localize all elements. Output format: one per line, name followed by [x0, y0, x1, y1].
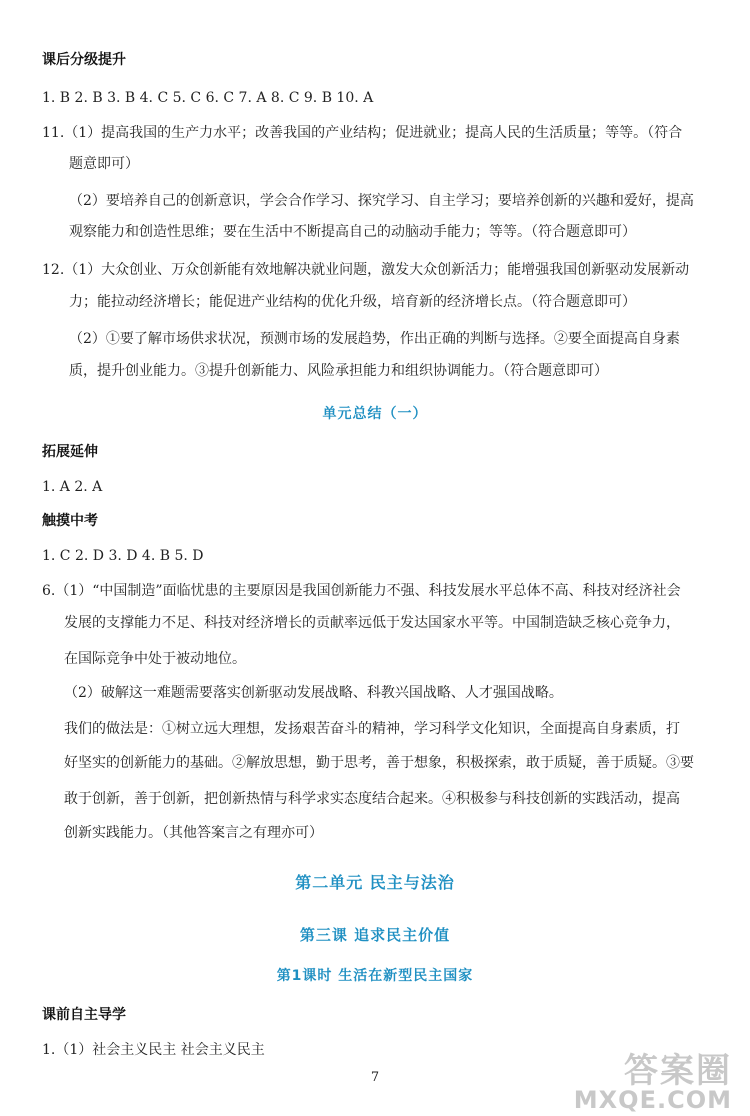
- answer-line-2: 11.（1）提高我国的生产力水平；改善我国的产业结构；促进就业；提高人民的生活质量；等等。（符合: [42, 125, 683, 141]
- answer-line-14: 在国际竞争中处于被动地位。: [64, 651, 246, 667]
- answer-line-6: 12.（1）大众创业、万众创新能有效地解决就业问题，激发大众创新活力；能增强我国创新驱动发展新动: [42, 262, 690, 278]
- watermark-site: MXQE.COM: [573, 1086, 732, 1114]
- answer-line-19: 创新实践能力。（其他答案言之有理亦可）: [64, 825, 323, 841]
- unit-heading: 第二单元 民主与法治: [295, 873, 455, 892]
- section-extension: 拓展延伸: [42, 444, 98, 460]
- answer-line-16: 我们的做法是：①树立远大理想，发扬艰苦奋斗的精神，学习科学文化知识，全面提高自身素质，打: [64, 721, 680, 737]
- answer-line-13: 发展的支撑能力不足、科技对经济增长的贡献率远低于发达国家水平等。中国制造缺乏核心竞争力，: [64, 615, 680, 631]
- answer-line-8: （2）①要了解市场供求状况，预测市场的发展趋势，作出正确的判断与选择。②要全面提高自身素: [69, 331, 680, 347]
- answer-line-12: 6.（1）“中国制造”面临忧患的主要原因是我国创新能力不强、科技发展水平总体不高、科技对经济社会: [42, 583, 681, 599]
- watermark: [573, 1051, 732, 1114]
- answer-line-11: 1. C 2. D 3. D 4. B 5. D: [42, 548, 204, 564]
- answer-line-17: 好坚实的创新能力的基础。②解放思想，勤于思考，善于想象，积极探索，敢于质疑，善于质疑。③要: [64, 755, 694, 771]
- watermark-logo: 答案圈: [624, 1051, 732, 1091]
- answer-line-18: 敢于创新，善于创新，把创新热情与科学求实态度结合起来。④积极参与科技创新的实践活动，提高: [64, 791, 680, 807]
- answer-line-3: 题意即可）: [69, 156, 139, 172]
- section-after-class: 课后分级提升: [42, 52, 126, 68]
- lesson-heading: 第三课 追求民主价值: [299, 926, 451, 944]
- page-number: 7: [370, 1070, 380, 1085]
- answer-line-1: 1. B 2. B 3. B 4. C 5. C 6. C 7. A 8. C 9. B 10. A: [42, 90, 374, 106]
- answer-line-15: （2）破解这一难题需要落实创新驱动发展战略、科教兴国战略、人才强国战略。: [64, 685, 563, 701]
- answer-line-20: 1.（1）社会主义民主 社会主义民主: [42, 1042, 265, 1058]
- section-pre-class: 课前自主导学: [42, 1007, 126, 1023]
- section-exam: 触摸中考: [42, 513, 98, 529]
- answer-line-9: 质，提升创业能力。③提升创新能力、风险承担能力和组织协调能力。（符合题意即可）: [69, 363, 608, 379]
- unit-summary-heading: 单元总结（一）: [322, 406, 428, 422]
- period-heading: 第1课时 生活在新型民主国家: [276, 968, 474, 984]
- answer-line-7: 力；能拉动经济增长；能促进产业结构的优化升级，培育新的经济增长点。（符合题意即可）: [69, 294, 636, 310]
- answer-line-10: 1. A 2. A: [42, 479, 103, 495]
- answer-line-4: （2）要培养自己的创新意识，学会合作学习、探究学习、自主学习；要培养创新的兴趣和爱好，提高: [69, 193, 694, 209]
- answer-line-5: 观察能力和创造性思维；要在生活中不断提高自己的动脑动手能力；等等。（符合题意即可）: [69, 224, 636, 240]
